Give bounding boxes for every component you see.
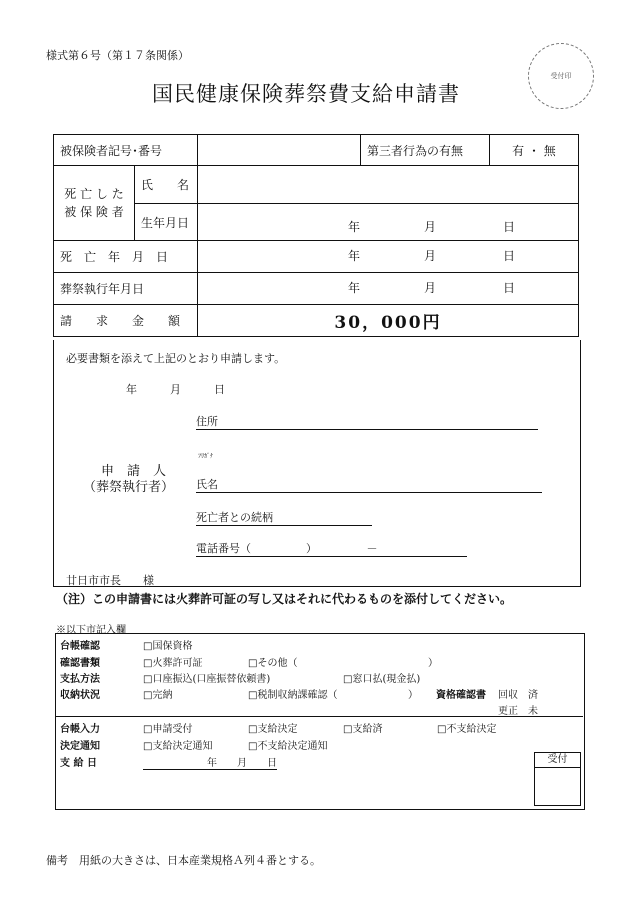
birthdate-field[interactable] xyxy=(198,204,579,241)
phone-label: 電話番号（ ） － xyxy=(196,540,467,557)
deceased-name-field[interactable] xyxy=(198,166,579,204)
ledger-entry-label: 台帳入力 xyxy=(60,724,100,735)
page-title: 国民健康保険葬祭費支給申請書 xyxy=(152,82,460,106)
name-label: 氏 名 xyxy=(135,166,198,204)
birth-year: 年 xyxy=(348,220,361,234)
eligibility-row1: 回収 済 xyxy=(498,690,538,701)
death-day: 日 xyxy=(503,249,516,263)
funeral-date-field[interactable] xyxy=(198,273,579,305)
collection-complete[interactable]: □完納 xyxy=(143,690,173,701)
entry-rejected[interactable]: □不支給決定 xyxy=(437,724,497,735)
third-party-label: 第三者行為の有無 xyxy=(361,135,490,166)
payment-transfer[interactable]: □口座振込(口座振替依頼書) xyxy=(143,674,271,685)
deceased-group-label xyxy=(54,166,135,241)
applicant-name-label: 氏名 xyxy=(196,476,542,493)
funeral-date-label: 葬祭執行年月日 xyxy=(54,273,198,305)
addressee: 廿日市市長 様 xyxy=(66,574,154,587)
decision-notice-label: 決定通知 xyxy=(60,741,100,752)
notice-approval[interactable]: □支給決定通知 xyxy=(143,741,213,752)
funeral-year: 年 xyxy=(348,281,361,295)
footer-note: 備考 用紙の大きさは、日本産業規格Ａ列４番とする。 xyxy=(46,854,321,867)
furigana-label: ﾌﾘｶﾞﾅ xyxy=(198,453,214,460)
entry-paid[interactable]: □支給済 xyxy=(343,724,383,735)
application-statement: 必要書類を添えて上記のとおり申請します。 xyxy=(66,352,286,365)
main-table xyxy=(53,134,579,337)
death-date-label: 死 亡 年 月 日 xyxy=(54,241,198,273)
death-date-field[interactable] xyxy=(198,241,579,273)
third-party-value[interactable]: 有 ・ 無 xyxy=(490,135,579,166)
attachment-note: （注）この申請書には火葬許可証の写し又はそれに代わるものを添付してください。 xyxy=(56,592,513,606)
payment-method-label: 支払方法 xyxy=(60,674,100,685)
birth-day: 日 xyxy=(503,220,516,234)
deceased-label-1: 死 亡 し た xyxy=(64,187,124,201)
eligibility-row2: 更正 未 xyxy=(498,706,538,717)
office-use-caption: ※以下市記入欄 xyxy=(56,625,126,636)
birthdate-label: 生年月日 xyxy=(135,204,198,241)
reception-box-label: 受付 xyxy=(535,753,580,768)
documents-other[interactable]: □その他（ xyxy=(248,658,298,669)
reception-stamp-circle xyxy=(528,43,594,109)
applicant-sub-label: （葬祭執行者） xyxy=(83,480,175,495)
eligibility-label: 資格確認書 xyxy=(436,690,486,701)
payment-cash[interactable]: □窓口払(現金払) xyxy=(343,674,421,685)
form-number: 様式第６号（第１７条関係） xyxy=(46,49,189,62)
notice-rejection[interactable]: □不支給決定通知 xyxy=(248,741,328,752)
claim-amount-value: 30，000円 xyxy=(198,305,579,337)
application-date: 年 月 日 xyxy=(126,383,225,396)
insured-number-field[interactable] xyxy=(198,135,361,166)
funeral-month: 月 xyxy=(424,281,437,295)
documents-other-close: ） xyxy=(428,658,438,669)
office-use-box xyxy=(55,633,585,810)
death-year: 年 xyxy=(348,249,361,263)
claim-amount-label: 請 求 金 額 xyxy=(54,305,198,337)
ledger-check-label: 台帳確認 xyxy=(60,641,100,652)
entry-received[interactable]: □申請受付 xyxy=(143,724,193,735)
address-label: 住所 xyxy=(196,413,538,430)
entry-decided[interactable]: □支給決定 xyxy=(248,724,298,735)
collection-tax-check[interactable]: □税制収納課確認（ xyxy=(248,690,338,701)
funeral-day: 日 xyxy=(503,281,516,295)
documents-label: 確認書類 xyxy=(60,658,100,669)
death-month: 月 xyxy=(424,249,437,263)
collection-tax-close: ） xyxy=(408,690,418,701)
reception-box xyxy=(534,752,581,806)
birth-month: 月 xyxy=(424,220,437,234)
ledger-check-item[interactable]: □国保資格 xyxy=(143,641,193,652)
deceased-label-2: 被 保 険 者 xyxy=(64,205,124,219)
insured-number-label: 被保険者記号･番号 xyxy=(54,135,198,166)
relation-label: 死亡者との続柄 xyxy=(196,509,372,526)
collection-status-label: 収納状況 xyxy=(60,690,100,701)
payment-date-label: 支 給 日 xyxy=(60,758,97,769)
payment-date-value[interactable]: 年 月 日 xyxy=(143,754,277,770)
stamp-label: 受付印 xyxy=(550,72,572,80)
documents-cremation[interactable]: □火葬許可証 xyxy=(143,658,203,669)
applicant-label: 申 請 人 xyxy=(101,464,167,479)
